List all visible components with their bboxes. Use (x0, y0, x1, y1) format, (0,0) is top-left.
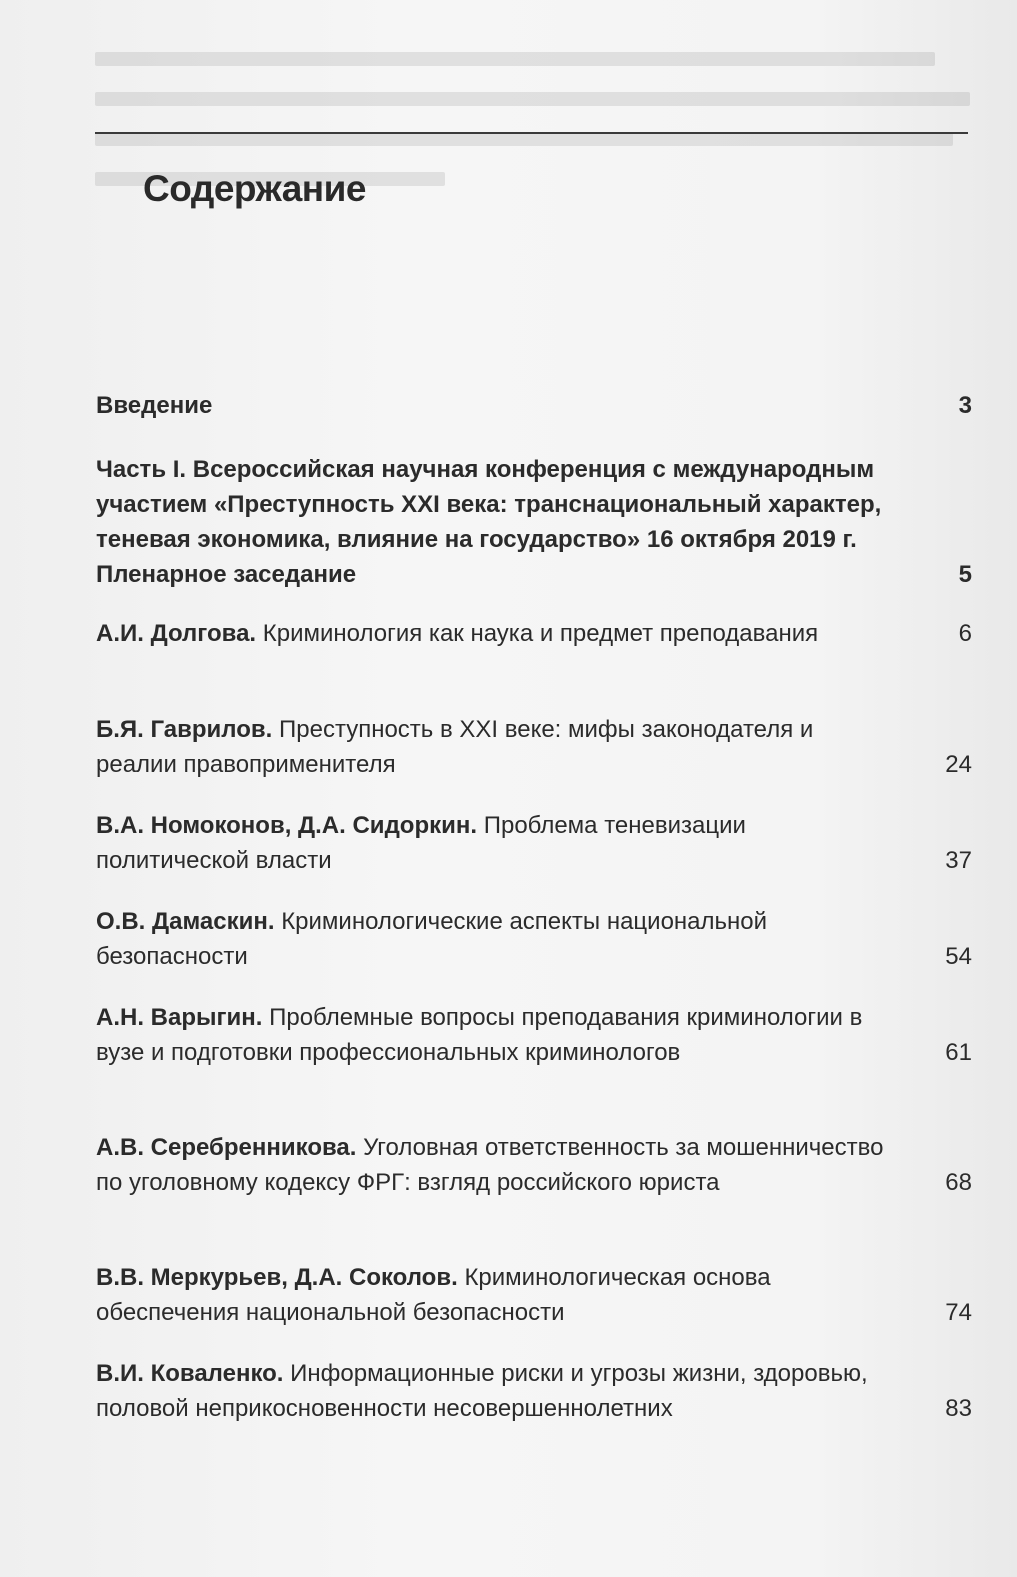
toc-author: А.В. Серебренникова. (96, 1134, 357, 1161)
toc-page-number: 5 (958, 561, 972, 588)
toc-entry-part-1 (96, 452, 972, 592)
toc-entry-introduction (96, 388, 972, 423)
toc-author: Б.Я. Гаврилов. (96, 716, 273, 743)
toc-title: Криминологическая основа обеспечения национальной безопасности (96, 1264, 771, 1326)
toc-entry-damaskin (96, 904, 972, 974)
page-title: Содержание (143, 168, 366, 209)
toc-page-number: 37 (945, 847, 972, 874)
toc-entry-text (96, 1130, 896, 1200)
toc-entry-text: Часть I. Всероссийская научная конференция с международным участием «Преступность XXI века: транснациональный характер, теневая экономика, влияние на государство» 16 октября 2019 г. Пленарное заседание (96, 456, 882, 588)
toc-author: А.И. Долгова. (96, 620, 257, 647)
toc-entry-kovalenko (96, 1356, 972, 1426)
toc-entry-text (96, 808, 896, 878)
toc-entry-text (96, 904, 896, 974)
toc-author: В.А. Номоконов, Д.А. Сидоркин. (96, 812, 478, 839)
toc-page-number: 74 (945, 1299, 972, 1326)
toc-title: Преступность в XXI веке: мифы законодателя и реалии правоприменителя (96, 716, 814, 778)
toc-author: В.И. Коваленко. (96, 1360, 284, 1387)
toc-title: Проблема теневизации политической власти (96, 812, 746, 874)
toc-entry-dolgova (96, 616, 972, 651)
toc-entry-text (96, 1356, 896, 1426)
toc-title: Криминологические аспекты национальной безопасности (96, 908, 768, 970)
toc-author: А.Н. Варыгин. (96, 1004, 263, 1031)
toc-entry-text (96, 616, 896, 651)
toc-title: Уголовная ответственность за мошенничество по уголовному кодексу ФРГ: взгляд российского юриста (96, 1134, 884, 1196)
toc-entry-text: Введение (96, 392, 213, 419)
toc-entry-serebrennikova (96, 1130, 972, 1200)
toc-page-number: 3 (958, 392, 972, 419)
toc-entry-text (96, 712, 896, 782)
toc-page-number: 54 (945, 943, 972, 970)
toc-title: Проблемные вопросы преподавания криминологии в вузе и подготовки профессиональных криминологов (96, 1004, 863, 1066)
toc-title: Информационные риски и угрозы жизни, здоровью, половой неприкосновенности несовершеннолетних (96, 1360, 868, 1422)
toc-entry-varygin (96, 1000, 972, 1070)
toc-entry-nomokonov (96, 808, 972, 878)
toc-page-number: 68 (945, 1169, 972, 1196)
toc-page-number: 6 (958, 620, 972, 647)
toc-page-number: 24 (945, 751, 972, 778)
toc-entry-text (96, 1000, 896, 1070)
toc-title: Криминология как наука и предмет преподавания (262, 620, 819, 647)
toc-entry-text (96, 1260, 896, 1330)
toc-entry-merkuryev (96, 1260, 972, 1330)
toc-entry-gavrilov (96, 712, 972, 782)
toc-page-number: 83 (945, 1395, 972, 1422)
toc-author: В.В. Меркурьев, Д.А. Соколов. (96, 1264, 458, 1291)
toc-author: О.В. Дамаскин. (96, 908, 275, 935)
toc-page-number: 61 (945, 1039, 972, 1066)
header-rule (95, 132, 968, 134)
